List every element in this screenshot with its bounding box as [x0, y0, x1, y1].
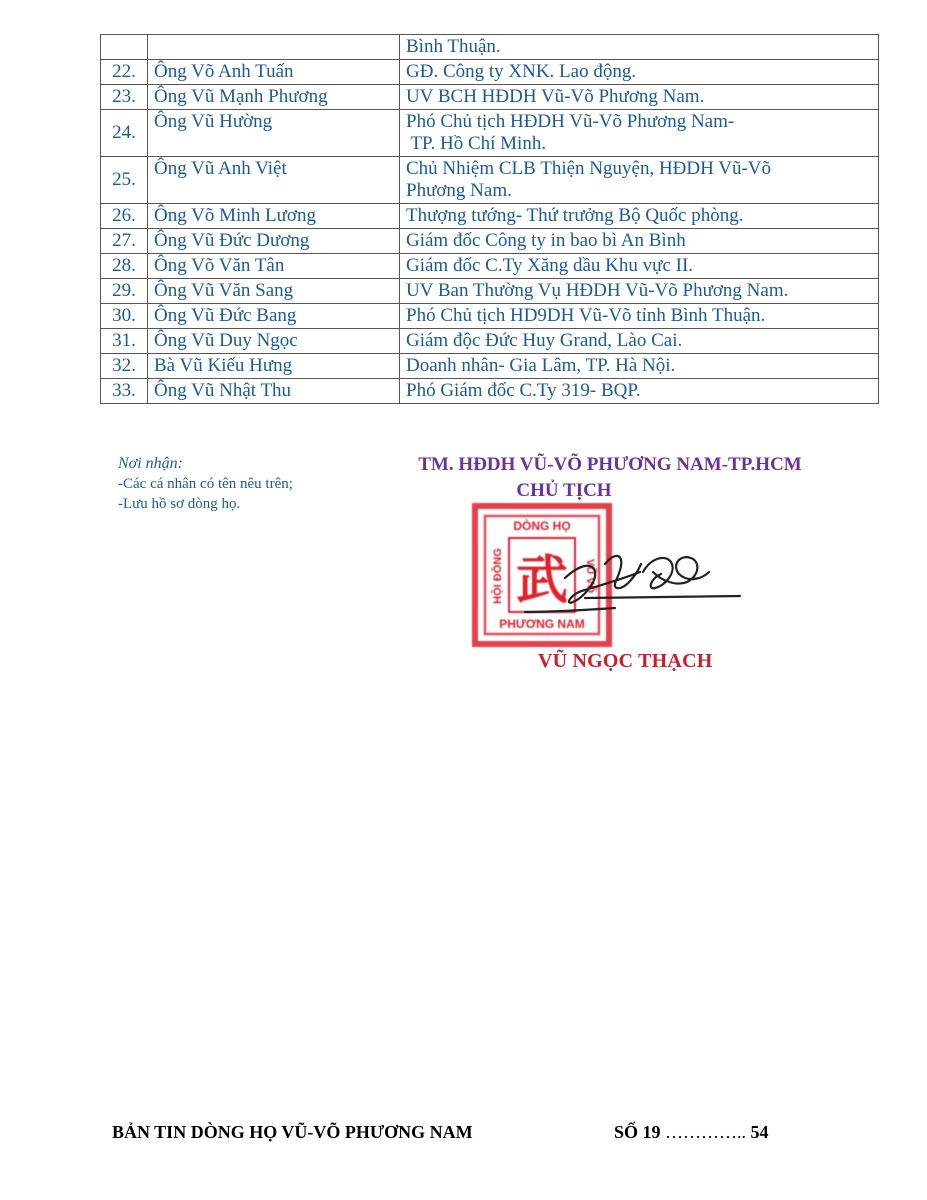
footer-publication-title: BẢN TIN DÒNG HỌ VŨ-VÕ PHƯƠNG NAM [112, 1122, 473, 1142]
signer-position: CHỦ TỊCH [516, 480, 612, 501]
signer-name: VŨ NGỌC THẠCH [538, 650, 713, 672]
row-number: 29. [101, 279, 148, 304]
member-role [400, 85, 879, 110]
table-row [101, 35, 879, 60]
member-role-line: Giám đốc C.Ty Xăng dầu Khu vực II. [406, 255, 694, 276]
table-row [101, 110, 879, 157]
member-role-line: Phó Chủ tịch HĐDH Vũ-Võ Phương Nam- [406, 111, 735, 132]
member-role [400, 229, 879, 254]
footer-issue: SỐ 19 [614, 1122, 661, 1142]
member-name: Ông Vũ Văn Sang [148, 279, 400, 304]
member-role-line: UV Ban Thường Vụ HĐDH Vũ-Võ Phương Nam. [406, 280, 789, 301]
recipients-block [118, 454, 293, 514]
stamp-and-signature [465, 502, 755, 650]
member-role [400, 204, 879, 229]
member-role [400, 379, 879, 404]
recipients-title: Nơi nhận: [118, 455, 183, 472]
member-name [148, 35, 400, 60]
member-name: Ông Vũ Anh Việt [148, 157, 400, 204]
table-row [101, 254, 879, 279]
member-role [400, 354, 879, 379]
recipient-item: -Các cá nhân có tên nêu trên; [118, 476, 293, 492]
row-number: 27. [101, 229, 148, 254]
stamp-text-left: HỘI ĐỒNG [492, 548, 504, 604]
member-role [400, 304, 879, 329]
row-number: 25. [101, 157, 148, 204]
footer-dots: ………….. [665, 1122, 747, 1142]
member-role-line: GĐ. Công ty XNK. Lao động. [406, 61, 637, 82]
table-row [101, 354, 879, 379]
member-name: Ông Võ Văn Tân [148, 254, 400, 279]
members-table [100, 34, 879, 404]
member-name: Ông Vũ Đức Dương [148, 229, 400, 254]
member-role-line: Phương Nam. [406, 180, 512, 201]
member-role [400, 110, 879, 157]
row-number: 30. [101, 304, 148, 329]
table-row [101, 379, 879, 404]
stamp-center-character: 武 [515, 551, 569, 611]
recipient-item: -Lưu hồ sơ dòng họ. [118, 496, 241, 512]
row-number: 23. [101, 85, 148, 110]
table-row [101, 204, 879, 229]
table-row [101, 157, 879, 204]
table-row [101, 60, 879, 85]
member-role-line: Giám đốc Công ty in bao bì An Bình [406, 230, 686, 251]
member-role-line: Phó Giám đốc C.Ty 319- BQP. [406, 380, 641, 401]
table-row [101, 229, 879, 254]
member-name: Ông Vũ Đức Bang [148, 304, 400, 329]
footer-page-number: 54 [750, 1122, 769, 1142]
member-role [400, 279, 879, 304]
member-role [400, 157, 879, 204]
member-role-line: TP. Hồ Chí Minh. [406, 133, 547, 154]
table-row [101, 329, 879, 354]
member-name: Ông Vũ Hường [148, 110, 400, 157]
table-row [101, 304, 879, 329]
row-number [101, 35, 148, 60]
member-role [400, 35, 879, 60]
row-number: 32. [101, 354, 148, 379]
table-row [101, 85, 879, 110]
member-name: Ông Vũ Duy Ngọc [148, 329, 400, 354]
member-name: Bà Vũ Kiếu Hưng [148, 354, 400, 379]
organization-name: TM. HĐDH VŨ-VÕ PHƯƠNG NAM-TP.HCM [418, 454, 802, 475]
signature-header [360, 452, 860, 504]
member-role-line: UV BCH HĐDH Vũ-Võ Phương Nam. [406, 86, 705, 107]
member-role-line: Doanh nhân- Gia Lâm, TP. Hà Nội. [406, 355, 676, 376]
member-role-line: Phó Chủ tịch HD9DH Vũ-Võ tỉnh Bình Thuận. [406, 305, 766, 326]
row-number: 28. [101, 254, 148, 279]
member-role [400, 254, 879, 279]
stamp-text-bottom: PHƯƠNG NAM [499, 617, 585, 631]
member-name: Ông Võ Minh Lương [148, 204, 400, 229]
footer-issue-page [614, 1122, 769, 1143]
table-row [101, 279, 879, 304]
member-name: Ông Vũ Mạnh Phương [148, 85, 400, 110]
stamp-text-right: VŨ VÕ [584, 558, 596, 594]
member-role [400, 60, 879, 85]
members-table-body [101, 35, 879, 404]
row-number: 24. [101, 110, 148, 157]
member-role [400, 329, 879, 354]
member-role-line: Giám độc Đức Huy Grand, Lào Cai. [406, 330, 683, 351]
stamp-svg [465, 502, 755, 650]
member-name: Ông Võ Anh Tuấn [148, 60, 400, 85]
red-seal-stamp [475, 506, 609, 644]
member-name: Ông Vũ Nhật Thu [148, 379, 400, 404]
row-number: 31. [101, 329, 148, 354]
stamp-text-top: DÒNG HỌ [513, 519, 571, 533]
member-role-line: Thượng tướng- Thứ trưởng Bộ Quốc phòng. [406, 205, 744, 226]
row-number: 22. [101, 60, 148, 85]
member-role-line: Bình Thuận. [406, 36, 501, 57]
row-number: 33. [101, 379, 148, 404]
member-role-line: Chủ Nhiệm CLB Thiện Nguyện, HĐDH Vũ-Võ [406, 158, 772, 179]
row-number: 26. [101, 204, 148, 229]
